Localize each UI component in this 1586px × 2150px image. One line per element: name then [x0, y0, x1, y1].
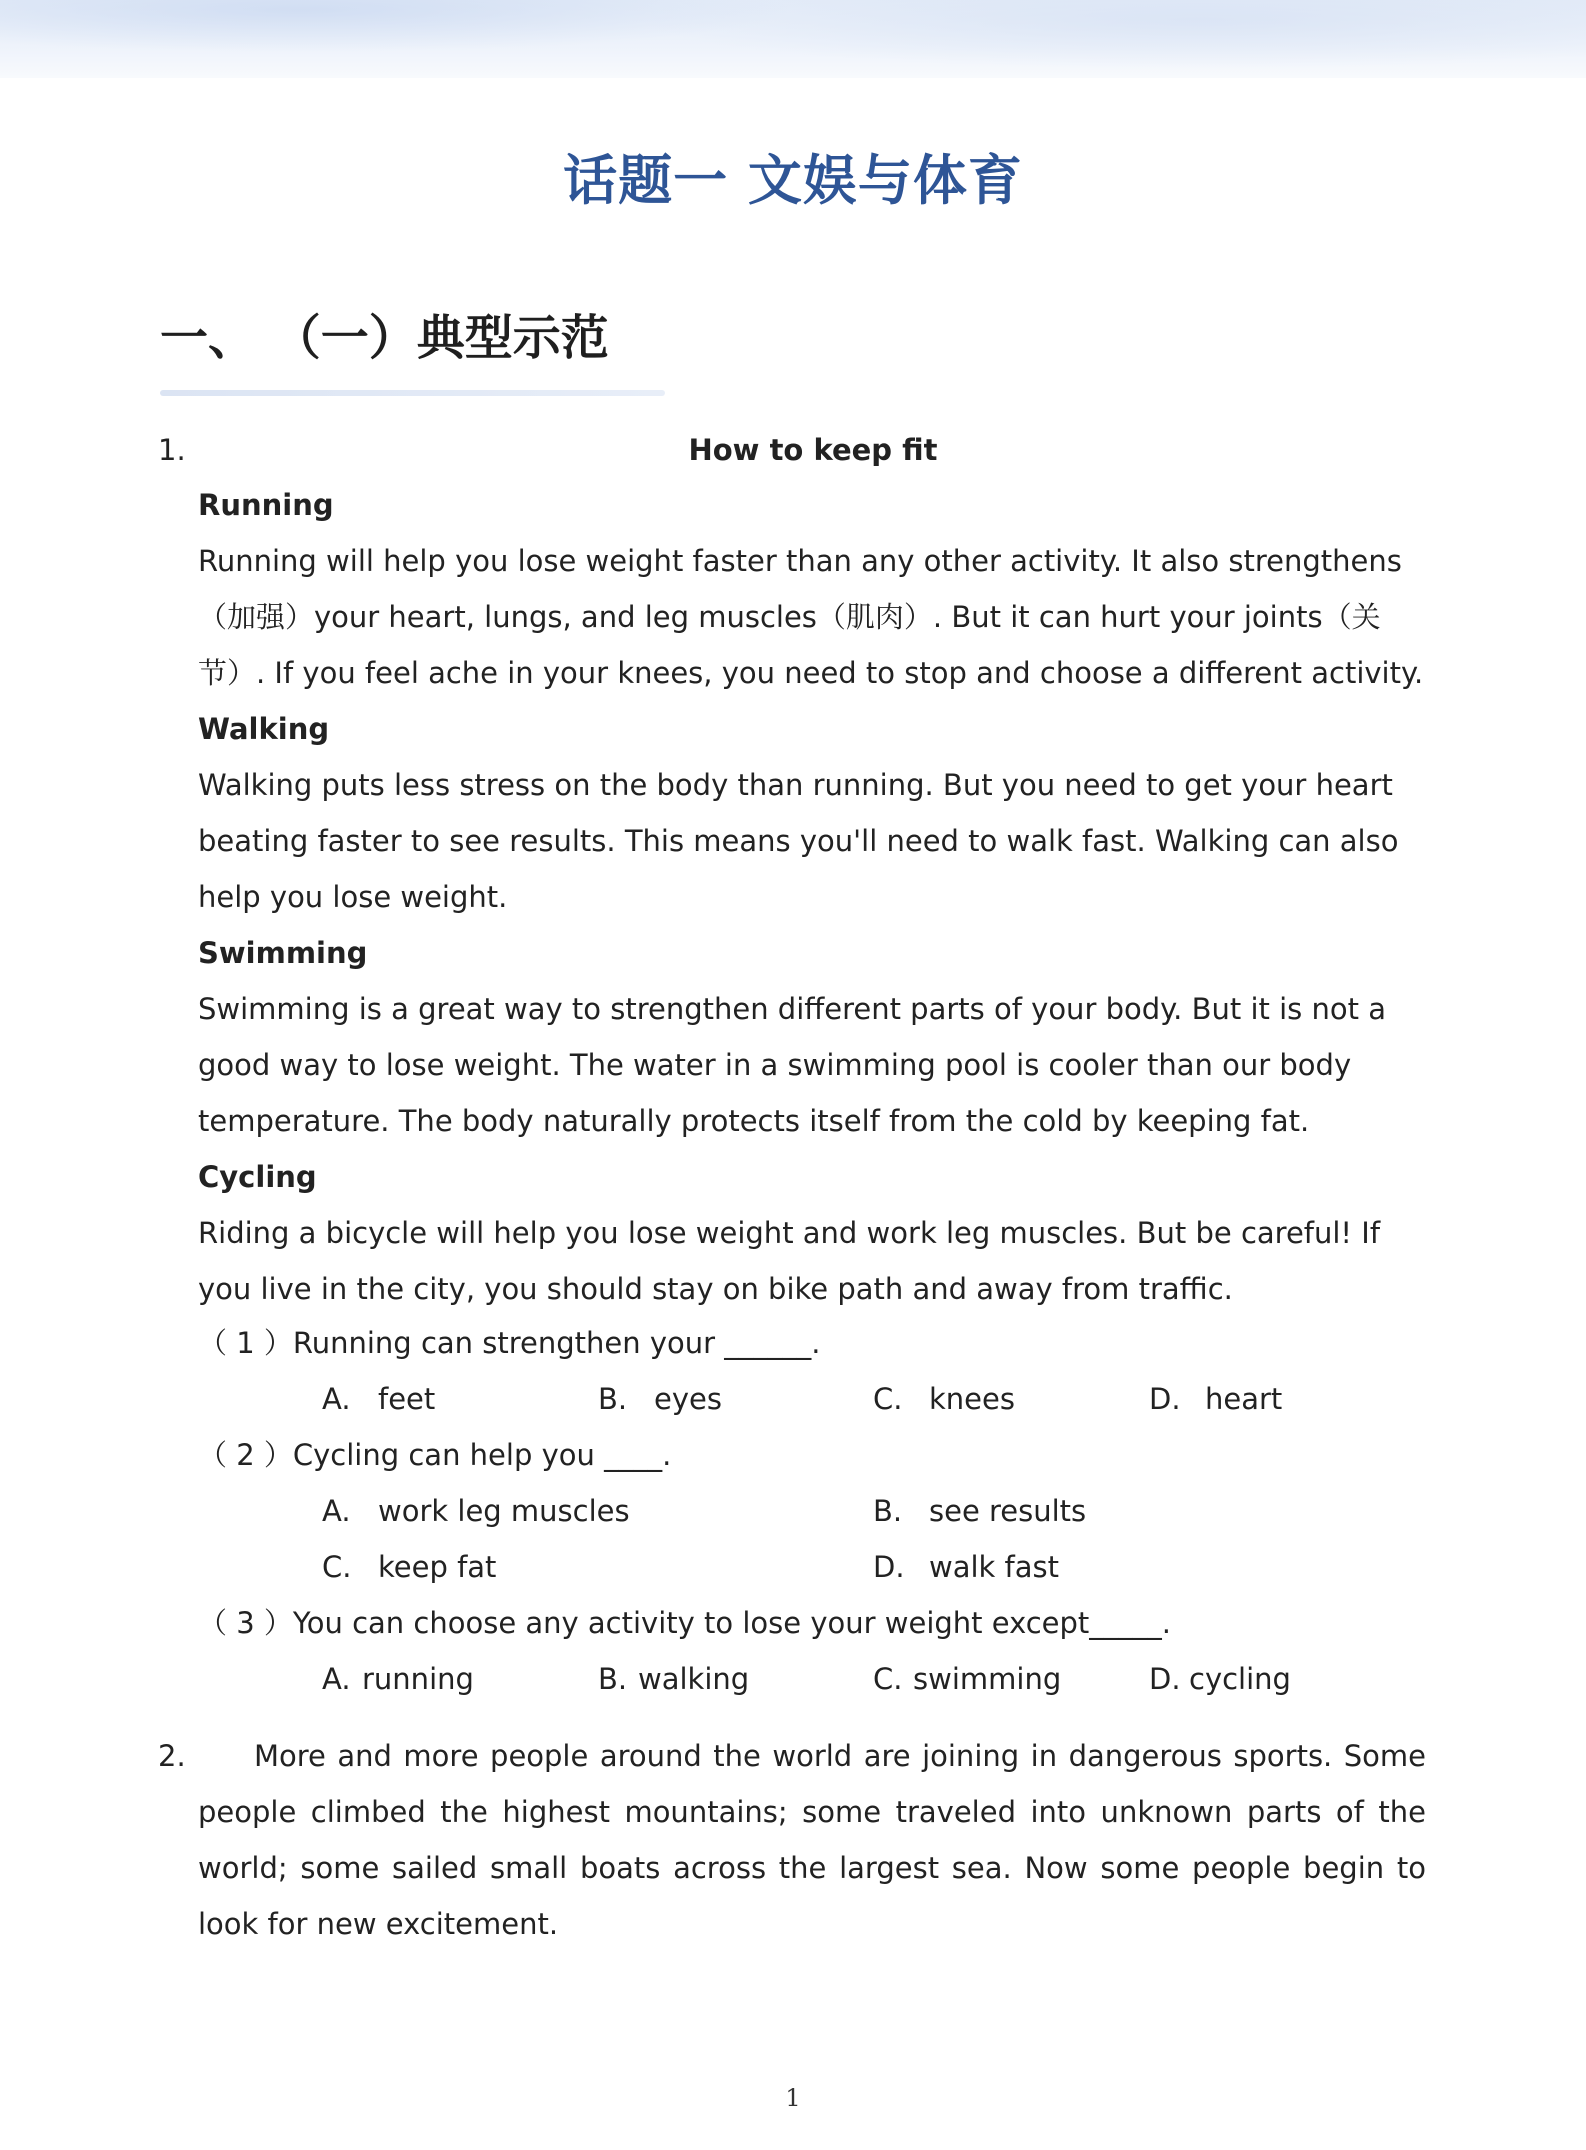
option-text: swimming: [913, 1662, 1062, 1696]
question-3-stem: （ 3 ）You can choose any activity to lose your weight except_____.: [198, 1606, 1172, 1640]
option-letter: B.: [873, 1494, 903, 1528]
section-underline: [160, 390, 665, 396]
q3-option-c: [873, 1659, 1061, 1699]
option-text: cycling: [1189, 1662, 1291, 1696]
option-text: feet: [378, 1382, 436, 1416]
option-letter: A.: [322, 1494, 351, 1528]
passage-body: [198, 477, 1426, 1317]
option-text: walk fast: [929, 1550, 1060, 1584]
option-letter: C.: [873, 1382, 903, 1416]
option-letter: C.: [322, 1550, 352, 1584]
q3-option-d: [1149, 1659, 1291, 1699]
option-text: eyes: [654, 1382, 722, 1416]
q3-option-a: [322, 1659, 474, 1699]
question-2-stem: （ 2 ）Cycling can help you ____.: [198, 1438, 672, 1472]
item-2-text: More and more people around the world are joining in dangerous sports. Some people climbed the highest mountains; some traveled into unknown parts of the world; some sailed small boats across the largest sea. Now some people begin to look for new excitement.: [198, 1739, 1426, 1941]
section-text-walking: Walking puts less stress on the body than running. But you need to get your heart beating faster to see results. This means you'll need to walk fast. Walking can also help you lose weight.: [198, 768, 1399, 914]
header-wave: [0, 0, 1586, 78]
page-number: 1: [785, 2084, 801, 2112]
option-text: keep fat: [378, 1550, 497, 1584]
option-text: see results: [929, 1494, 1087, 1528]
option-letter: A.: [322, 1662, 351, 1696]
option-text: walking: [638, 1662, 750, 1696]
header-decoration: [0, 0, 1586, 78]
item-2-passage: [198, 1728, 1426, 1952]
q1-option-b: [598, 1379, 722, 1419]
option-letter: C.: [873, 1662, 903, 1696]
option-text: heart: [1205, 1382, 1283, 1416]
section-heading-swimming: Swimming: [198, 936, 368, 970]
option-letter: B.: [598, 1662, 628, 1696]
q1-option-d: [1149, 1379, 1282, 1419]
q1-option-c: [873, 1379, 1015, 1419]
passage-title: How to keep fit: [688, 433, 938, 467]
option-letter: D.: [1149, 1662, 1181, 1696]
section-text-running: Running will help you lose weight faster than any other activity. It also strengthens（加强）your heart, lungs, and leg muscles（肌肉）. But it can hurt your joints（关节）. If you feel ache in your knees, you need to stop and choose a different activity.: [198, 544, 1424, 690]
q3-option-b: [598, 1659, 749, 1699]
q2-option-a: [322, 1491, 630, 1531]
option-letter: D.: [1149, 1382, 1181, 1416]
section-text-swimming: Swimming is a great way to strengthen different parts of your body. But it is not a good way to lose weight. The water in a swimming pool is cooler than our body temperature. The body naturally protects itself from the cold by keeping fat.: [198, 992, 1386, 1138]
item-number-1: 1.: [158, 433, 186, 467]
section-heading-running: Running: [198, 488, 334, 522]
item-number-2: 2.: [158, 1739, 186, 1773]
option-letter: A.: [322, 1382, 351, 1416]
option-letter: D.: [873, 1550, 905, 1584]
option-letter: B.: [598, 1382, 628, 1416]
q2-option-d: [873, 1547, 1059, 1587]
section-heading: 一、 （一）典型示范: [160, 310, 609, 366]
question-1-stem: （ 1 ）Running can strengthen your ______.: [198, 1326, 821, 1360]
section-heading-walking: Walking: [198, 712, 330, 746]
q2-option-c: [322, 1547, 496, 1587]
option-text: running: [362, 1662, 474, 1696]
q1-option-a: [322, 1379, 435, 1419]
option-text: work leg muscles: [378, 1494, 630, 1528]
section-heading-cycling: Cycling: [198, 1160, 317, 1194]
section-text-cycling: Riding a bicycle will help you lose weight and work leg muscles. But be careful! If you live in the city, you should stay on bike path and away from traffic.: [198, 1216, 1381, 1306]
document-title: 话题一 文娱与体育: [563, 149, 1023, 212]
option-text: knees: [929, 1382, 1015, 1416]
q2-option-b: [873, 1491, 1086, 1531]
